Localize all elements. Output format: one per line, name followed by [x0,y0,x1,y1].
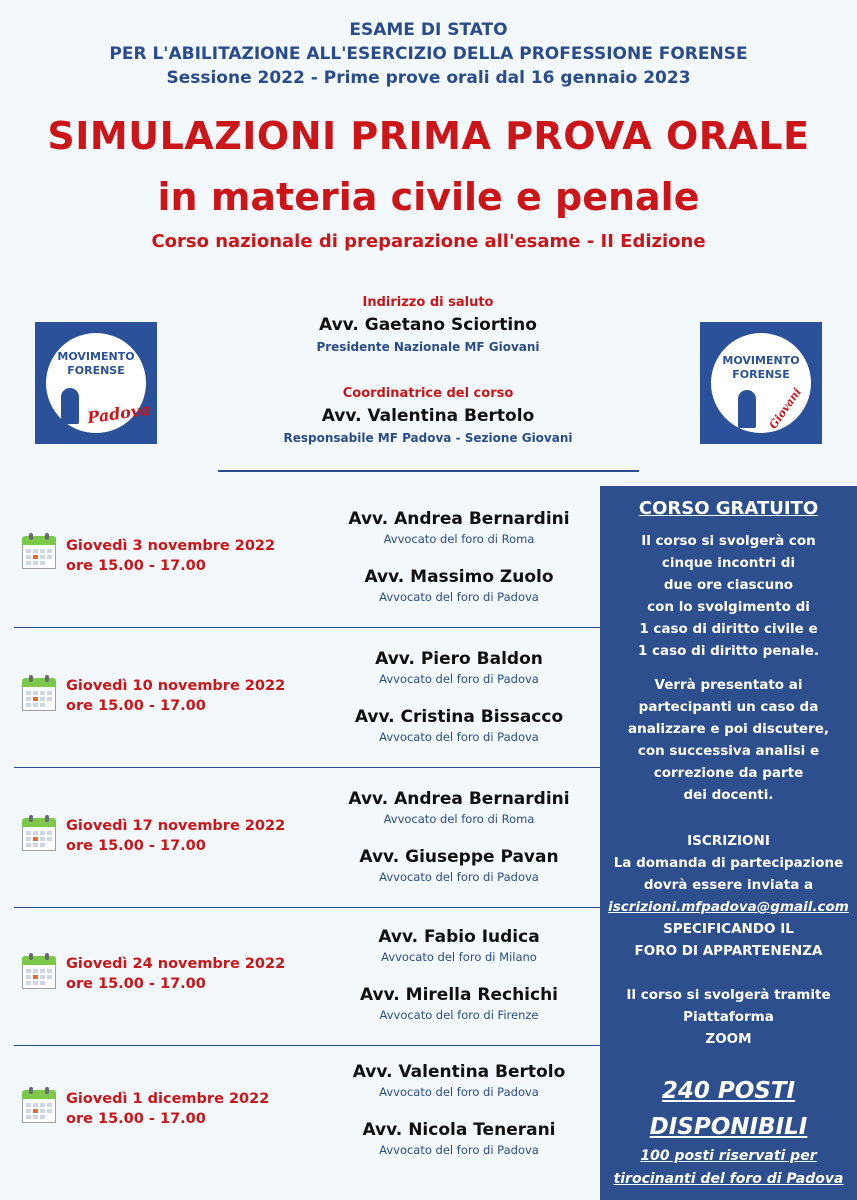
logo-text-line-1: MOVIMENTO [57,350,135,363]
session-row [14,1046,600,1186]
panel-text-line: FORO DI APPARTENENZA [634,943,823,959]
speaker-desc: Avvocato del foro di Padova [379,672,539,686]
panel-text-line: correzione da parte [653,765,804,781]
registration-email-link[interactable]: iscrizioni.mfpadova@gmail.com [608,899,849,915]
speaker-desc: Avvocato del foro di Firenze [379,1008,539,1022]
intro-name: Avv. Valentina Bertolo [321,406,535,426]
speaker-desc: Avvocato del foro di Padova [379,870,539,884]
session-time: ore 15.00 - 17.00 [66,698,206,714]
panel-text-line: dei docenti. [683,787,774,803]
session-time: ore 15.00 - 17.00 [66,1111,206,1127]
speaker-name: Avv. Andrea Bernardini [348,789,570,809]
intro-desc: Responsabile MF Padova - Sezione Giovani [283,431,573,445]
speaker [284,508,634,548]
speaker-desc: Avvocato del foro di Padova [379,1085,539,1099]
calendar-icon [22,1087,56,1124]
header [0,18,857,90]
speaker [284,648,634,688]
logo-text-line-2: FORENSE [67,364,125,377]
panel-text-line: dovrà essere inviata a [643,877,814,893]
logo-mf-padova [35,322,157,444]
session-date: Giovedì 24 novembre 2022 [66,956,286,972]
speaker-name: Avv. Giuseppe Pavan [359,847,559,867]
intro-desc: Presidente Nazionale MF Giovani [316,340,540,354]
panel-heading: CORSO GRATUITO [638,498,819,519]
header-line-1: ESAME DI STATO [349,20,508,40]
panel-text-line: con successiva analisi e [637,743,820,759]
speaker [284,706,634,746]
speaker-name: Avv. Mirella Rechichi [359,985,559,1005]
calendar-icon [22,533,56,570]
panel-registration [600,830,857,962]
panel-text-line: La domanda di partecipazione [613,855,844,871]
speaker [284,1061,634,1101]
speaker [284,566,634,606]
logo-script: Padova [85,399,152,428]
session-time: ore 15.00 - 17.00 [66,976,206,992]
speaker-name: Avv. Fabio Iudica [378,927,540,947]
subtitle: Corso nazionale di preparazione all'esame - II Edizione [151,231,706,252]
logo-script: Giovani [766,385,804,432]
panel-paragraph-1 [600,530,857,662]
posti-line-2: DISPONIBILI [649,1114,808,1140]
intro-role: Coordinatrice del corso [342,386,514,401]
registration-title: ISCRIZIONI [687,833,770,849]
speaker-desc: Avvocato del foro di Milano [381,950,537,964]
calendar-icon [22,675,56,712]
header-line-2: PER L'ABILITAZIONE ALL'ESERCIZIO DELLA PROFESSIONE FORENSE [109,44,748,64]
speaker [284,788,634,828]
speaker-name: Avv. Andrea Bernardini [348,509,570,529]
panel-text-line: analizzare e poi discutere, [627,721,830,737]
statue-icon [61,388,79,424]
speaker-desc: Avvocato del foro di Roma [383,812,535,826]
session-time: ore 15.00 - 17.00 [66,558,206,574]
speaker-desc: Avvocato del foro di Padova [379,1143,539,1157]
speaker-desc: Avvocato del foro di Roma [383,532,535,546]
session-row [14,908,600,1048]
calendar-icon [22,953,56,990]
session-row [14,628,600,768]
panel-text-line: 1 caso di diritto civile e [639,621,818,637]
panel-text-line: ZOOM [705,1031,752,1047]
logo-circle [711,333,811,433]
panel-paragraph-2 [600,674,857,806]
speaker-name: Avv. Piero Baldon [375,649,543,669]
info-panel [600,486,857,1200]
speaker [284,846,634,886]
session-row [14,768,600,908]
intro-name: Avv. Gaetano Sciortino [319,315,537,335]
calendar-icon [22,815,56,852]
intro-coordinator [228,385,628,447]
logo-text-line-1: MOVIMENTO [722,354,800,367]
intro-greeting [228,294,628,356]
session-date: Giovedì 10 novembre 2022 [66,678,286,694]
riservati-line-1: 100 posti riservati per [640,1148,817,1164]
speaker-desc: Avvocato del foro di Padova [379,730,539,744]
speaker [284,984,634,1024]
panel-text-line: Il corso si svolgerà tramite [626,987,831,1003]
speaker-name: Avv. Valentina Bertolo [352,1062,566,1082]
speaker-name: Avv. Nicola Tenerani [362,1120,556,1140]
panel-text-line: Il corso si svolgerà con [641,533,816,549]
panel-text-line: partecipanti un caso da [638,699,819,715]
speaker [284,926,634,966]
panel-text-line: Verrà presentato ai [654,677,803,693]
posti-line-1: 240 POSTI [661,1078,796,1104]
panel-text-line: con lo svolgimento di [647,599,810,615]
panel-text-line: Piattaforma [683,1009,774,1025]
section-divider [218,470,639,472]
panel-text-line: 1 caso di diritto penale. [637,643,820,659]
session-date: Giovedì 1 dicembre 2022 [66,1091,270,1107]
speaker-name: Avv. Cristina Bissacco [354,707,564,727]
panel-platform [600,984,857,1050]
panel-text-line: due ore ciascuno [663,577,794,593]
main-title-line-2: in materia civile e penale [157,175,700,219]
speaker-desc: Avvocato del foro di Padova [379,590,539,604]
intro-role: Indirizzo di saluto [362,295,494,310]
session-time: ore 15.00 - 17.00 [66,838,206,854]
header-line-3: Sessione 2022 - Prime prove orali dal 16 gennaio 2023 [166,68,691,88]
session-date: Giovedì 3 novembre 2022 [66,538,276,554]
speaker [284,1119,634,1159]
panel-text-line: SPECIFICANDO IL [663,921,794,937]
panel-text-line: cinque incontri di [661,555,796,571]
session-row [14,488,600,628]
logo-mf-giovani [700,322,822,444]
statue-icon [738,390,756,428]
main-title: SIMULAZIONI PRIMA PROVA ORALE [47,114,810,158]
speaker-name: Avv. Massimo Zuolo [364,567,554,587]
session-date: Giovedì 17 novembre 2022 [66,818,286,834]
logo-text-line-2: FORENSE [732,368,790,381]
riservati-line-2: tirocinanti del foro di Padova [613,1171,844,1187]
